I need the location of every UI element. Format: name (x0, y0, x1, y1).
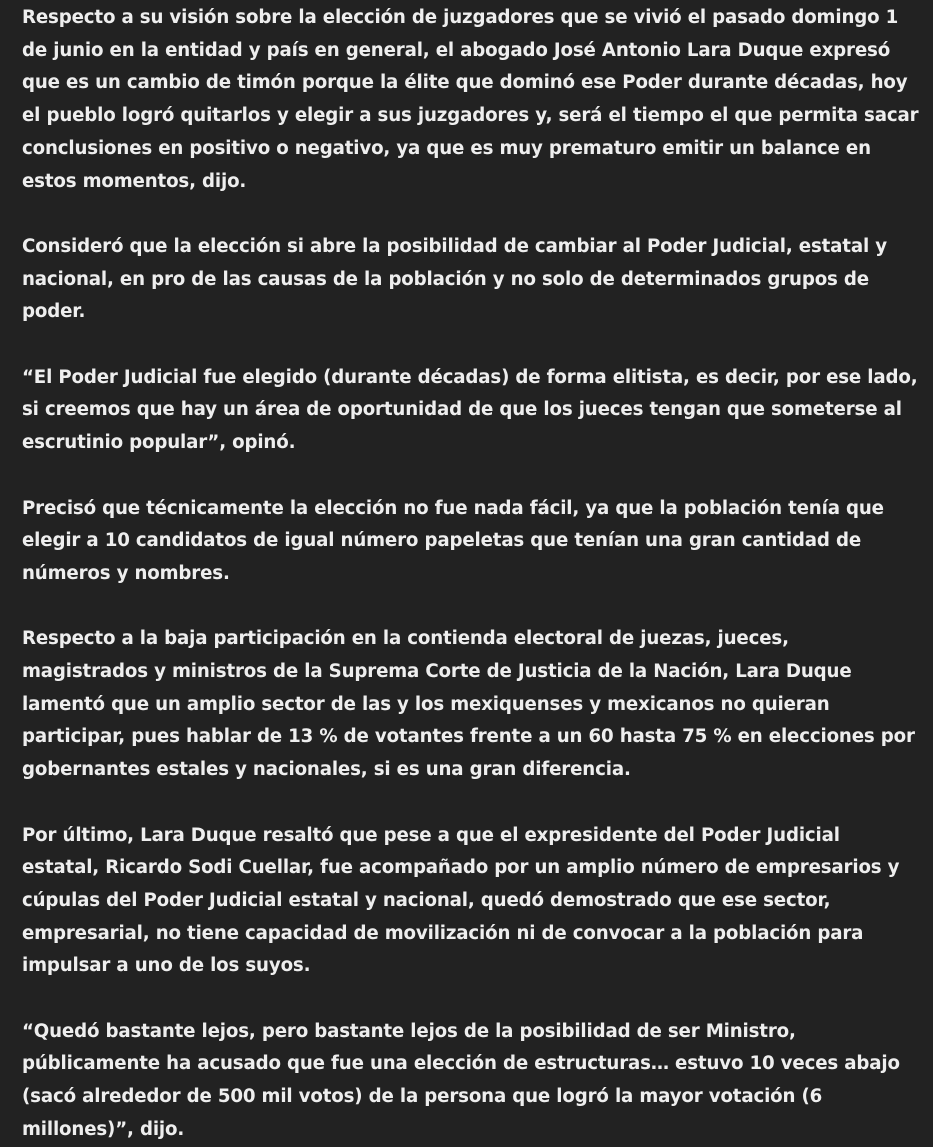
paragraph-5: Respecto a la baja participación en la contienda electoral de juezas, jueces, magistrados y ministros de la Suprema Corte de Justicia de la Nación, Lara Duque lamentó que un amplio sector de las y los mexiquenses y mexicanos no quieran participar, pues hablar de 13 % de votantes frente a un 60 hasta 75 % en elecciones por gobernantes estales y nacionales, si es una gran diferencia. (22, 628, 915, 781)
paragraph-6: Por último, Lara Duque resaltó que pese a que el expresidente del Poder Judicial estatal, Ricardo Sodi Cuellar, fue acompañado por un amplio número de empresarios y cúpulas del Poder Judicial estatal y nacional, quedó demostrado que ese sector, empresarial, no tiene capacidad de movilización ni de convocar a la población para impulsar a uno de los suyos. (22, 824, 900, 977)
paragraph-7: “Quedó bastante lejos, pero bastante lejos de la posibilidad de ser Ministro, públicamente ha acusado que fue una elección de estructuras… estuvo 10 veces abajo (sacó alrededor de 500 mil votos) de la persona que logró la mayor votación (6 millones)”, dijo. (22, 1020, 900, 1140)
paragraph-1: Respecto a su visión sobre la elección de juzgadores que se vivió el pasado domingo 1 de junio en la entidad y país en general, el abogado José Antonio Lara Duque expresó que es un cambio de timón porque la élite que dominó ese Poder durante décadas, hoy el pueblo logró quitarlos y elegir a sus juzgadores y, será el tiempo el que permita sacar conclusiones en positivo o negativo, ya que es muy prematuro emitir un balance en estos momentos, dijo. (22, 7, 919, 192)
paragraph-4: Precisó que técnicamente la elección no fue nada fácil, ya que la población tenía que elegir a 10 candidatos de igual número papeletas que tenían una gran cantidad de números y nombres. (22, 497, 884, 584)
paragraph-3: “El Poder Judicial fue elegido (durante décadas) de forma elitista, es decir, por ese lado, si creemos que hay un área de oportunidad de que los jueces tengan que someterse al escrutinio popular”, opinó. (22, 366, 918, 454)
paragraph-2: Consideró que la elección si abre la posibilidad de cambiar al Poder Judicial, estatal y nacional, en pro de las causas de la población y no solo de determinados grupos de poder. (22, 235, 887, 323)
